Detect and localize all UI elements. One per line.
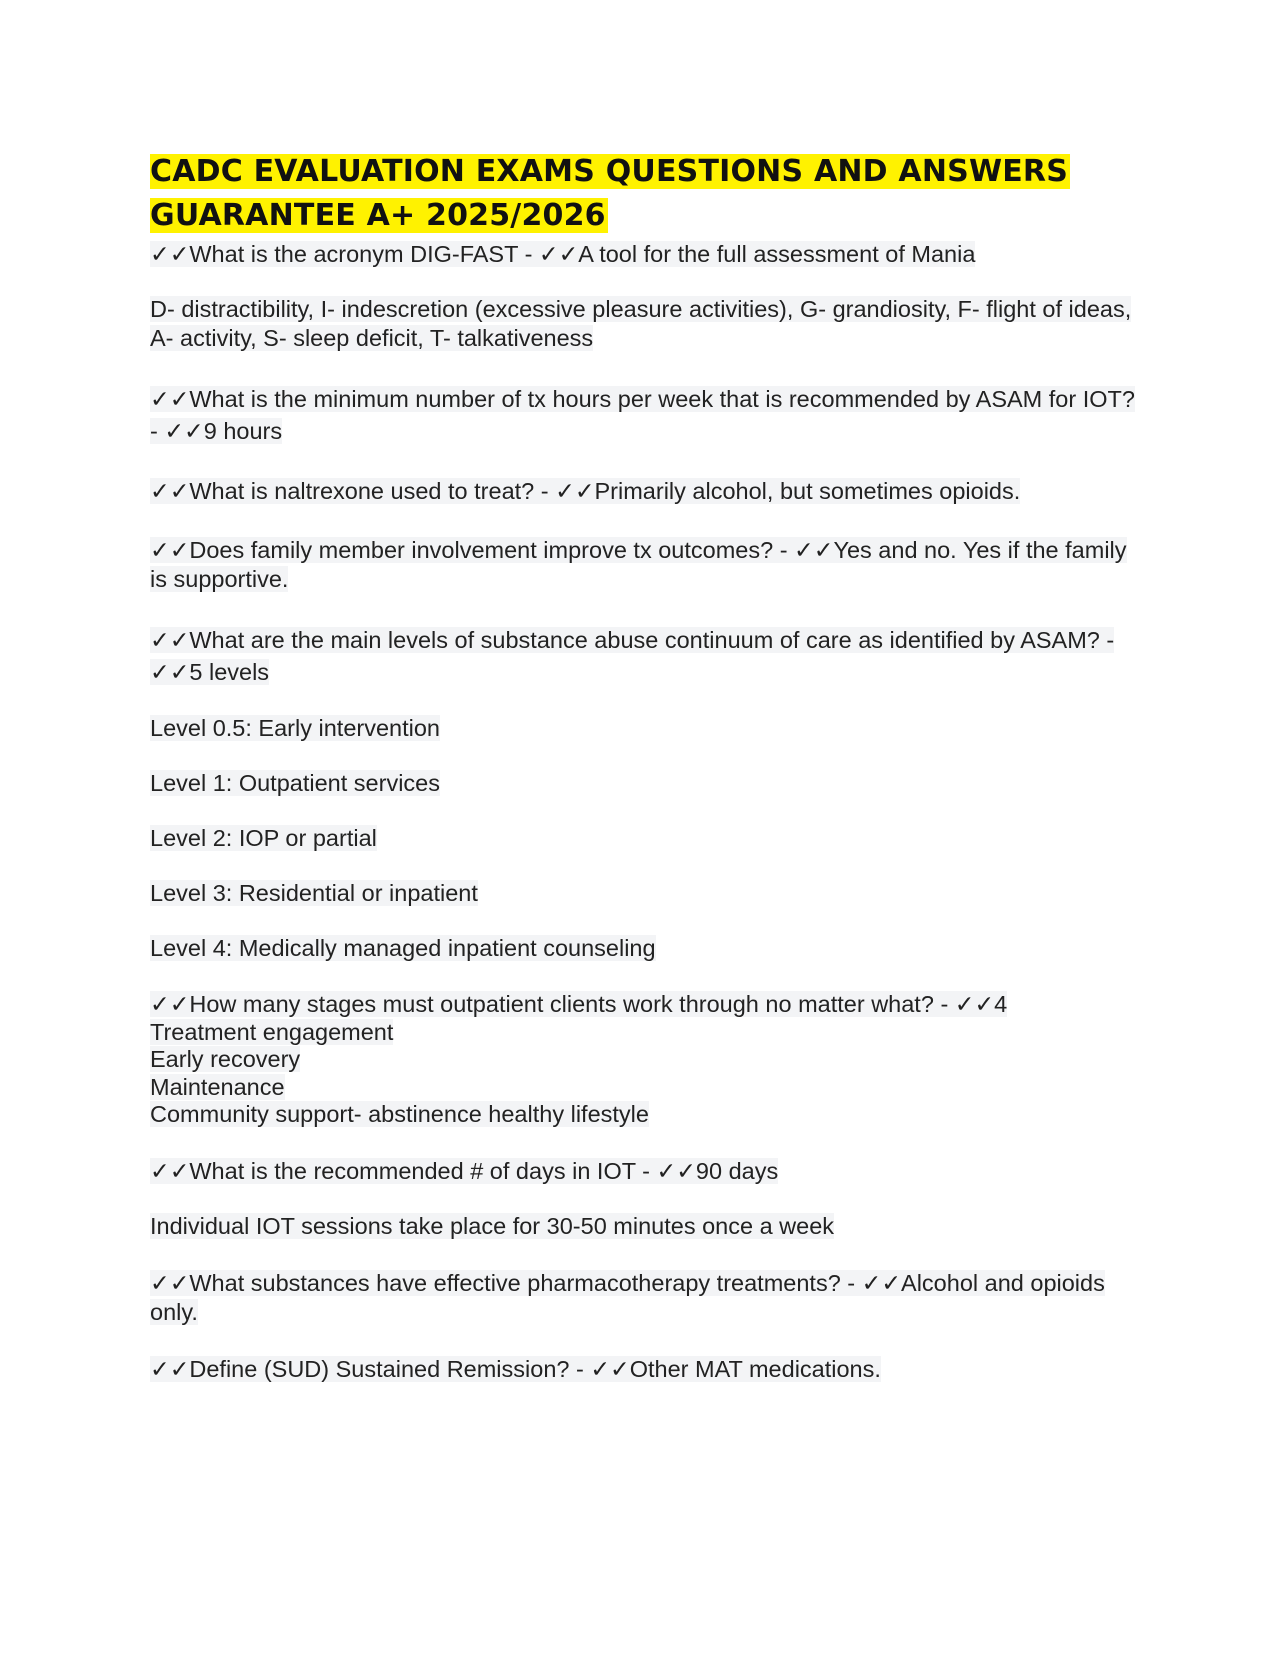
answer-detail — [150, 295, 1140, 353]
stage-text: Community support- abstinence healthy lifestyle — [150, 1101, 649, 1127]
qa-text: ✓✓What is the recommended # of days in IOT - ✓✓90 days — [150, 1157, 779, 1184]
level-text: Level 1: Outpatient services — [150, 770, 440, 796]
level-item — [150, 879, 1140, 908]
level-text: Level 4: Medically managed inpatient counseling — [150, 935, 656, 961]
stage-text: Maintenance — [150, 1073, 285, 1100]
stage-text: Treatment engagement — [150, 1018, 394, 1045]
qa-item — [150, 991, 1140, 1129]
title-line-2: GUARANTEE A+ 2025/2026 — [150, 198, 606, 233]
title-line-1: CADC EVALUATION EXAMS QUESTIONS AND ANSWERS — [150, 154, 1069, 189]
qa-item — [150, 240, 1140, 269]
qa-text: ✓✓How many stages must outpatient clients work through no matter what? - ✓✓4 — [150, 991, 1008, 1017]
qa-item — [150, 536, 1140, 594]
qa-item — [150, 477, 1140, 506]
answer-text: Individual IOT sessions take place for 30-50 minutes once a week — [150, 1212, 835, 1239]
document-title — [150, 150, 1140, 238]
stage-text: Early recovery — [150, 1046, 301, 1072]
answer-detail — [150, 1212, 1140, 1241]
qa-text: ✓✓What are the main levels of substance abuse continuum of care as identified by ASAM? - ✓✓5 levels — [150, 627, 1115, 685]
qa-text: ✓✓What is naltrexone used to treat? - ✓✓Primarily alcohol, but sometimes opioids. — [150, 478, 1021, 504]
qa-text: ✓✓Define (SUD) Sustained Remission? - ✓✓Other MAT medications. — [150, 1355, 881, 1382]
qa-text: ✓✓What is the acronym DIG-FAST - ✓✓A tool for the full assessment of Mania — [150, 241, 976, 267]
qa-text: ✓✓Does family member involvement improve tx outcomes? - ✓✓Yes and no. Yes if the family is supportive. — [150, 537, 1127, 592]
level-item — [150, 824, 1140, 853]
document-page — [150, 150, 1140, 1384]
qa-item — [150, 1269, 1140, 1327]
level-text: Level 3: Residential or inpatient — [150, 880, 478, 906]
level-text: Level 2: IOP or partial — [150, 825, 377, 851]
qa-item — [150, 1355, 1140, 1384]
qa-item — [150, 624, 1140, 688]
level-item — [150, 769, 1140, 798]
answer-text: D- distractibility, I- indescretion (excessive pleasure activities), G- grandiosity, F- flight of ideas, A- activity, S- sleep deficit, T- talkativeness — [150, 296, 1132, 351]
qa-item — [150, 383, 1140, 447]
level-item — [150, 714, 1140, 743]
qa-item — [150, 1157, 1140, 1186]
qa-text: ✓✓What substances have effective pharmacotherapy treatments? - ✓✓Alcohol and opioids only. — [150, 1269, 1105, 1325]
level-item — [150, 934, 1140, 963]
level-text: Level 0.5: Early intervention — [150, 715, 440, 741]
qa-text: ✓✓What is the minimum number of tx hours per week that is recommended by ASAM for IOT? - ✓✓9 hours — [150, 386, 1135, 444]
